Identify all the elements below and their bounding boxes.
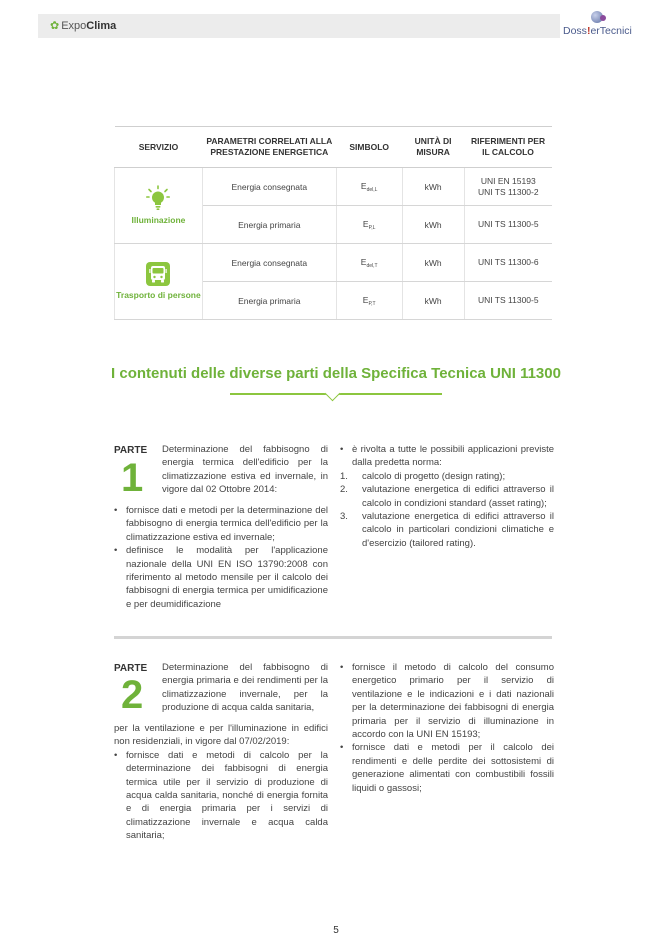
parte-1-number: 1: [121, 456, 144, 500]
item-number: 2.: [340, 484, 348, 496]
dossier-tecnici-logo: [563, 25, 632, 37]
item-number: 3.: [340, 511, 348, 523]
ref-cell: [464, 168, 552, 206]
logo-text-expo: Expo: [61, 20, 87, 32]
lightbulb-icon: [146, 185, 170, 211]
table-header-row: [115, 127, 553, 168]
logo-text-er: er: [590, 25, 600, 37]
ref-line: UNI EN 15193: [480, 175, 536, 186]
symbol-main: E: [360, 256, 367, 267]
parte-1-right-column: [340, 443, 554, 550]
logo-text-exclam: !: [586, 25, 591, 37]
header-unita: UNITÀ DI MISURA: [402, 127, 464, 168]
service-label: Trasporto di persone: [116, 290, 201, 300]
symbol-cell: [336, 206, 402, 244]
logo-text-doss: Doss: [563, 25, 587, 37]
param-cell: Energia consegnata: [202, 168, 336, 206]
symbol-main: E: [362, 294, 369, 305]
symbol-subscript: del,T: [366, 262, 378, 269]
dot-icon: [600, 15, 606, 21]
param-cell: Energia primaria: [202, 282, 336, 320]
header-parametri: PARAMETRI CORRELATI ALLA PRESTAZIONE ENERGETICA: [202, 127, 336, 168]
service-cell-illuminazione: [115, 168, 203, 244]
header-simbolo: SIMBOLO: [336, 127, 402, 168]
symbol-main: E: [360, 180, 367, 191]
logo-text-tecnici: Tecnici: [599, 25, 632, 37]
table-row: [115, 244, 553, 282]
parte-2-intro-continued: per la ventilazione e per l'illuminazione in edifici non residenziali, in vigore dal 07/02/2019:: [114, 723, 328, 748]
expoclima-logo: [50, 19, 116, 32]
numbered-item: [340, 483, 554, 510]
parte-2-right-column: [340, 661, 554, 795]
page-number: 5: [333, 925, 339, 936]
symbol-cell: [336, 168, 402, 206]
list-item: • definisce le modalità per l'applicazione nazionale della UNI EN ISO 13790:2008 con riferimento al metodo mensile per il calcolo dei fabbisogni di energia termica per umidificazione e per deumidificazione: [114, 544, 328, 611]
item-number: 1.: [340, 470, 348, 482]
parte-1-bullets: [114, 504, 328, 611]
numbered-item: [340, 510, 554, 550]
ref-line: UNI TS 11300-2: [477, 186, 539, 197]
bus-icon: [146, 262, 170, 286]
param-cell: Energia primaria: [202, 206, 336, 244]
unit-cell: kWh: [402, 282, 464, 320]
parte-1-intro: Determinazione del fabbisogno di energia termica dell'edificio per la climatizzazione estiva ed invernale, in vigore dal 02 Ottobre 2014:: [162, 444, 328, 496]
list-item: • è rivolta a tutte le possibili applicazioni previste dalla predetta norma:: [340, 443, 554, 470]
chevron-down-icon: [325, 386, 341, 402]
section-rule: [114, 636, 552, 639]
header-servizio: SERVIZIO: [115, 127, 203, 168]
parte-2-number: 2: [121, 673, 144, 717]
list-item: • fornisce il metodo di calcolo del consumo energetico primario per il servizio di ventilazione e le indicazioni e i dati nazionali per la determinazione dei fabbisogni di energia primaria per il servizio di illuminazione in accordo con la UNI EN 15193;: [340, 661, 554, 741]
symbol-subscript: del,L: [366, 186, 378, 193]
item-text: calcolo di progetto (design rating);: [362, 470, 506, 482]
parte-2-body: [114, 722, 328, 843]
header-riferimenti: RIFERIMENTI PER IL CALCOLO: [464, 127, 552, 168]
list-item: • fornisce dati e metodi per la determinazione del fabbisogno di energia termica dell'edificio per la climatizzazione estiva ed invernale;: [114, 504, 328, 544]
item-text: valutazione energetica di edifici attraverso il calcolo in condizioni standard (asset rating);: [362, 484, 554, 509]
parte-2-intro: Determinazione del fabbisogno di energia primaria e dei rendimenti per la climatizzazione invernale, per la produzione di acqua calda sanitaria,: [162, 662, 328, 714]
symbol-subscript: P,L: [368, 224, 376, 231]
symbol-cell: [336, 244, 402, 282]
header-bar: [38, 14, 618, 38]
section-title: I contenuti delle diverse parti della Specifica Tecnica UNI 11300: [111, 365, 561, 382]
symbol-cell: [336, 282, 402, 320]
service-label: Illuminazione: [131, 215, 186, 225]
item-text: valutazione energetica di edifici attraverso il calcolo in particolari condizioni climatiche e d'esercizio (tailored rating).: [362, 511, 554, 549]
symbol-main: E: [362, 218, 369, 229]
list-item: • fornisce dati e metodi di calcolo per la determinazione dei fabbisogni di energia termica utile per il servizio di produzione di acqua calda sanitaria, nonché di energia fornita e di energia primaria per i servizi di climatizzazione invernale e acqua calda sanitaria;: [114, 749, 328, 843]
unit-cell: kWh: [402, 168, 464, 206]
flower-icon: ✿: [50, 20, 60, 32]
numbered-item: [340, 470, 554, 483]
list-item: • fornisce dati e metodi per il calcolo dei rendimenti e delle perdite dei sottosistemi di generazione alimentati con combustibili fossili liquidi o gassosi;: [340, 741, 554, 795]
param-cell: Energia consegnata: [202, 244, 336, 282]
unit-cell: kWh: [402, 244, 464, 282]
service-cell-trasporto: [115, 244, 203, 320]
parte-1-label: PARTE: [114, 445, 148, 456]
ref-cell: UNI TS 11300-5: [464, 206, 552, 244]
parte-2-label: PARTE: [114, 663, 148, 674]
table-row: [115, 168, 553, 206]
ref-cell: UNI TS 11300-5: [464, 282, 552, 320]
energy-parameters-table: [114, 126, 552, 320]
logo-text-clima: Clima: [86, 20, 117, 32]
symbol-subscript: P,T: [368, 300, 376, 307]
unit-cell: kWh: [402, 206, 464, 244]
ref-cell: UNI TS 11300-6: [464, 244, 552, 282]
